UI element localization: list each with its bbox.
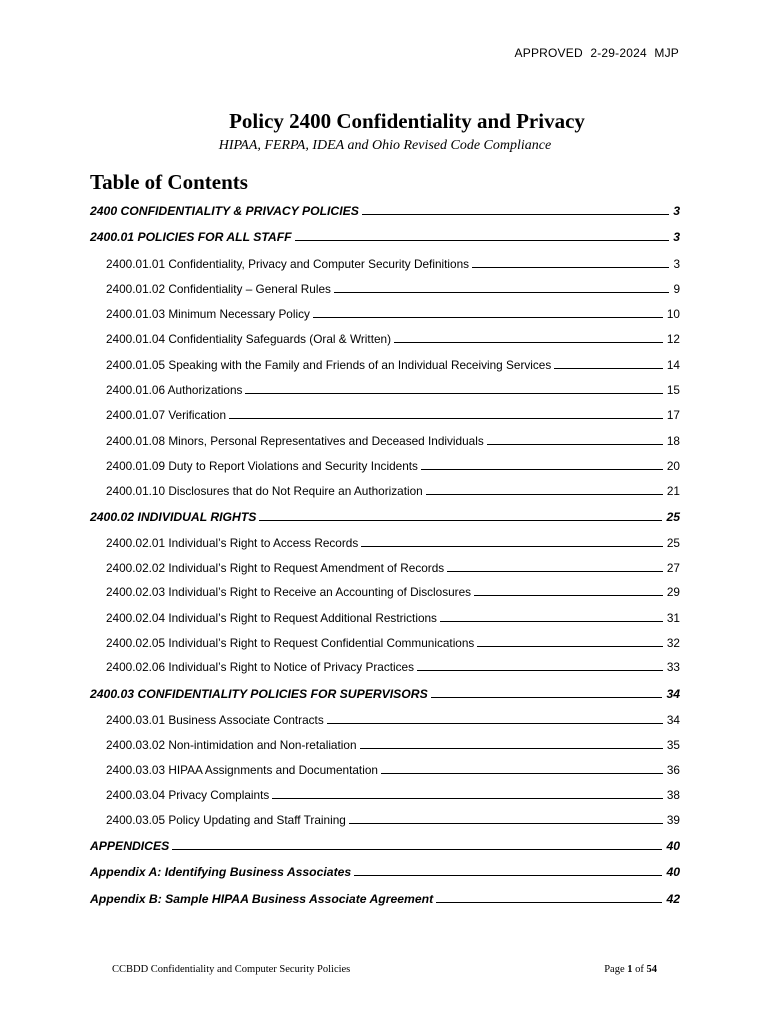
toc-entry-page: 31 [666, 611, 680, 625]
toc-entry-label: 2400.02.05 Individual’s Right to Request Confidential Communications [106, 636, 475, 650]
toc-entry-label: 2400.03.01 Business Associate Contracts [106, 713, 324, 727]
toc-entry-page: 18 [666, 434, 680, 448]
toc-entry[interactable] [90, 510, 680, 524]
toc-entry-label: 2400.01.10 Disclosures that do Not Require an Authorization [106, 484, 423, 498]
toc-entry-page: 15 [666, 383, 680, 397]
toc-entry[interactable] [106, 738, 680, 752]
toc-leader-line [447, 571, 663, 572]
toc-leader-line [436, 902, 662, 903]
toc-entry[interactable] [106, 257, 680, 271]
toc-entry-label: Appendix B: Sample HIPAA Business Associate Agreement [90, 892, 434, 906]
toc-leader-line [440, 621, 663, 622]
toc-leader-line [360, 748, 663, 749]
toc-entry[interactable] [106, 713, 680, 727]
toc-entry-label: 2400.03.05 Policy Updating and Staff Training [106, 813, 346, 827]
toc-entry[interactable] [90, 892, 680, 906]
toc-entry[interactable] [106, 484, 680, 498]
footer-document-name: CCBDD Confidentiality and Computer Security Policies [112, 964, 351, 975]
toc-entry[interactable] [106, 788, 680, 802]
toc-entry-page: 17 [666, 408, 680, 422]
toc-entry-page: 10 [666, 307, 680, 321]
toc-entry-label: 2400.01.05 Speaking with the Family and Friends of an Individual Receiving Services [106, 358, 552, 372]
toc-entry-label: 2400.01.06 Authorizations [106, 383, 243, 397]
page-word: Page [604, 964, 625, 975]
toc-entry-label: 2400.02.06 Individual’s Right to Notice of Privacy Practices [106, 660, 414, 674]
toc-leader-line [354, 875, 662, 876]
toc-entry-label: Appendix A: Identifying Business Associates [90, 865, 352, 879]
toc-entry[interactable] [90, 230, 680, 244]
toc-entry[interactable] [106, 434, 680, 448]
toc-entry-label: 2400.02.04 Individual’s Right to Request Additional Restrictions [106, 611, 437, 625]
page-current: 1 [627, 964, 633, 975]
toc-entry-page: 3 [673, 204, 680, 218]
toc-entry-label: 2400.01.04 Confidentiality Safeguards (Oral & Written) [106, 332, 392, 346]
toc-leader-line [361, 546, 663, 547]
toc-entry[interactable] [106, 660, 680, 674]
toc-entry[interactable] [106, 561, 680, 575]
toc-entry[interactable] [90, 839, 680, 853]
toc-entry-page: 29 [666, 585, 680, 599]
approval-stamp: APPROVED 2-29-2024 MJP [514, 46, 679, 60]
toc-entry-label: 2400.01.07 Verification [106, 408, 227, 422]
toc-leader-line [295, 240, 670, 241]
toc-entry-page: 14 [666, 358, 680, 372]
toc-entry-page: 3 [673, 230, 680, 244]
toc-leader-line [431, 697, 663, 698]
toc-leader-line [477, 646, 663, 647]
toc-entry-label: 2400.01.02 Confidentiality – General Rules [106, 282, 331, 296]
toc-leader-line [472, 267, 669, 268]
toc-entry[interactable] [106, 763, 680, 777]
toc-entry-page: 39 [666, 813, 680, 827]
toc-entry-page: 25 [666, 536, 680, 550]
document-subtitle: HIPAA, FERPA, IDEA and Ohio Revised Code Compliance [218, 138, 552, 153]
toc-leader-line [272, 798, 663, 799]
toc-entry-page: 38 [666, 788, 680, 802]
toc-entry[interactable] [106, 611, 680, 625]
document-title: Policy 2400 Confidentiality and Privacy [229, 109, 585, 133]
toc-leader-line [172, 849, 662, 850]
toc-leader-line [259, 520, 662, 521]
page-of: of [635, 964, 644, 975]
page-total: 54 [646, 964, 657, 975]
toc-leader-line [421, 469, 663, 470]
toc-entry-label: 2400.01.09 Duty to Report Violations and Security Incidents [106, 459, 418, 473]
toc-entry-page: 40 [666, 839, 680, 853]
toc-entry[interactable] [90, 865, 680, 879]
toc-heading: Table of Contents [90, 170, 248, 194]
toc-entry[interactable] [106, 813, 680, 827]
toc-entry-label: 2400.02.02 Individual’s Right to Request Amendment of Records [106, 561, 445, 575]
toc-entry[interactable] [106, 459, 680, 473]
toc-entry-page: 36 [666, 763, 680, 777]
toc-entry-label: 2400.02 INDIVIDUAL RIGHTS [90, 510, 257, 524]
toc-leader-line [487, 444, 663, 445]
toc-entry-label: 2400.01.03 Minimum Necessary Policy [106, 307, 310, 321]
toc-leader-line [327, 723, 663, 724]
toc-leader-line [349, 823, 663, 824]
toc-entry-page: 12 [666, 332, 680, 346]
toc-leader-line [229, 418, 663, 419]
toc-entry-label: 2400.03.04 Privacy Complaints [106, 788, 270, 802]
toc-entry-label: 2400.01.01 Confidentiality, Privacy and Computer Security Definitions [106, 257, 470, 271]
toc-entry-page: 34 [666, 713, 680, 727]
toc-entry[interactable] [90, 204, 680, 218]
toc-entry[interactable] [106, 408, 680, 422]
toc-leader-line [313, 317, 663, 318]
toc-entry-label: 2400.03.03 HIPAA Assignments and Documentation [106, 763, 378, 777]
toc-entry-label: 2400.02.03 Individual’s Right to Receive an Accounting of Disclosures [106, 585, 472, 599]
toc-entry-page: 3 [673, 257, 680, 271]
toc-leader-line [381, 773, 663, 774]
toc-leader-line [362, 214, 669, 215]
toc-entry[interactable] [106, 332, 680, 346]
toc-entry[interactable] [106, 358, 680, 372]
toc-entry-label: 2400.01 POLICIES FOR ALL STAFF [90, 230, 292, 244]
toc-leader-line [474, 595, 663, 596]
toc-entry-page: 32 [666, 636, 680, 650]
toc-entry[interactable] [106, 307, 680, 321]
toc-entry-page: 34 [666, 687, 680, 701]
footer-page-number [604, 964, 657, 975]
toc-entry[interactable] [106, 383, 680, 397]
toc-entry-label: 2400 CONFIDENTIALITY & PRIVACY POLICIES [90, 204, 359, 218]
toc-entry-page: 27 [666, 561, 680, 575]
toc-entry-label: 2400.01.08 Minors, Personal Representatives and Deceased Individuals [106, 434, 484, 448]
toc-leader-line [554, 368, 663, 369]
toc-entry-label: 2400.03.02 Non-intimidation and Non-retaliation [106, 738, 357, 752]
toc-entry-page: 25 [666, 510, 680, 524]
toc-entry-label: APPENDICES [90, 839, 170, 853]
toc-entry-label: 2400.02.01 Individual’s Right to Access Records [106, 536, 359, 550]
toc-leader-line [426, 494, 663, 495]
toc-entry-label: 2400.03 CONFIDENTIALITY POLICIES FOR SUPERVISORS [90, 687, 428, 701]
toc-entry[interactable] [106, 636, 680, 650]
toc-entry-page: 21 [666, 484, 680, 498]
toc-leader-line [417, 670, 663, 671]
toc-entry[interactable] [106, 536, 680, 550]
toc-entry-page: 42 [666, 892, 680, 906]
toc-entry-page: 40 [666, 865, 680, 879]
toc-entry[interactable] [106, 585, 680, 599]
toc-entry[interactable] [106, 282, 680, 296]
toc-leader-line [334, 292, 669, 293]
toc-entry-page: 33 [666, 660, 680, 674]
toc-entry[interactable] [90, 687, 680, 701]
toc-entry-page: 20 [666, 459, 680, 473]
toc-entry-page: 35 [666, 738, 680, 752]
toc-entry-page: 9 [673, 282, 680, 296]
toc-leader-line [245, 393, 662, 394]
toc-leader-line [394, 342, 663, 343]
